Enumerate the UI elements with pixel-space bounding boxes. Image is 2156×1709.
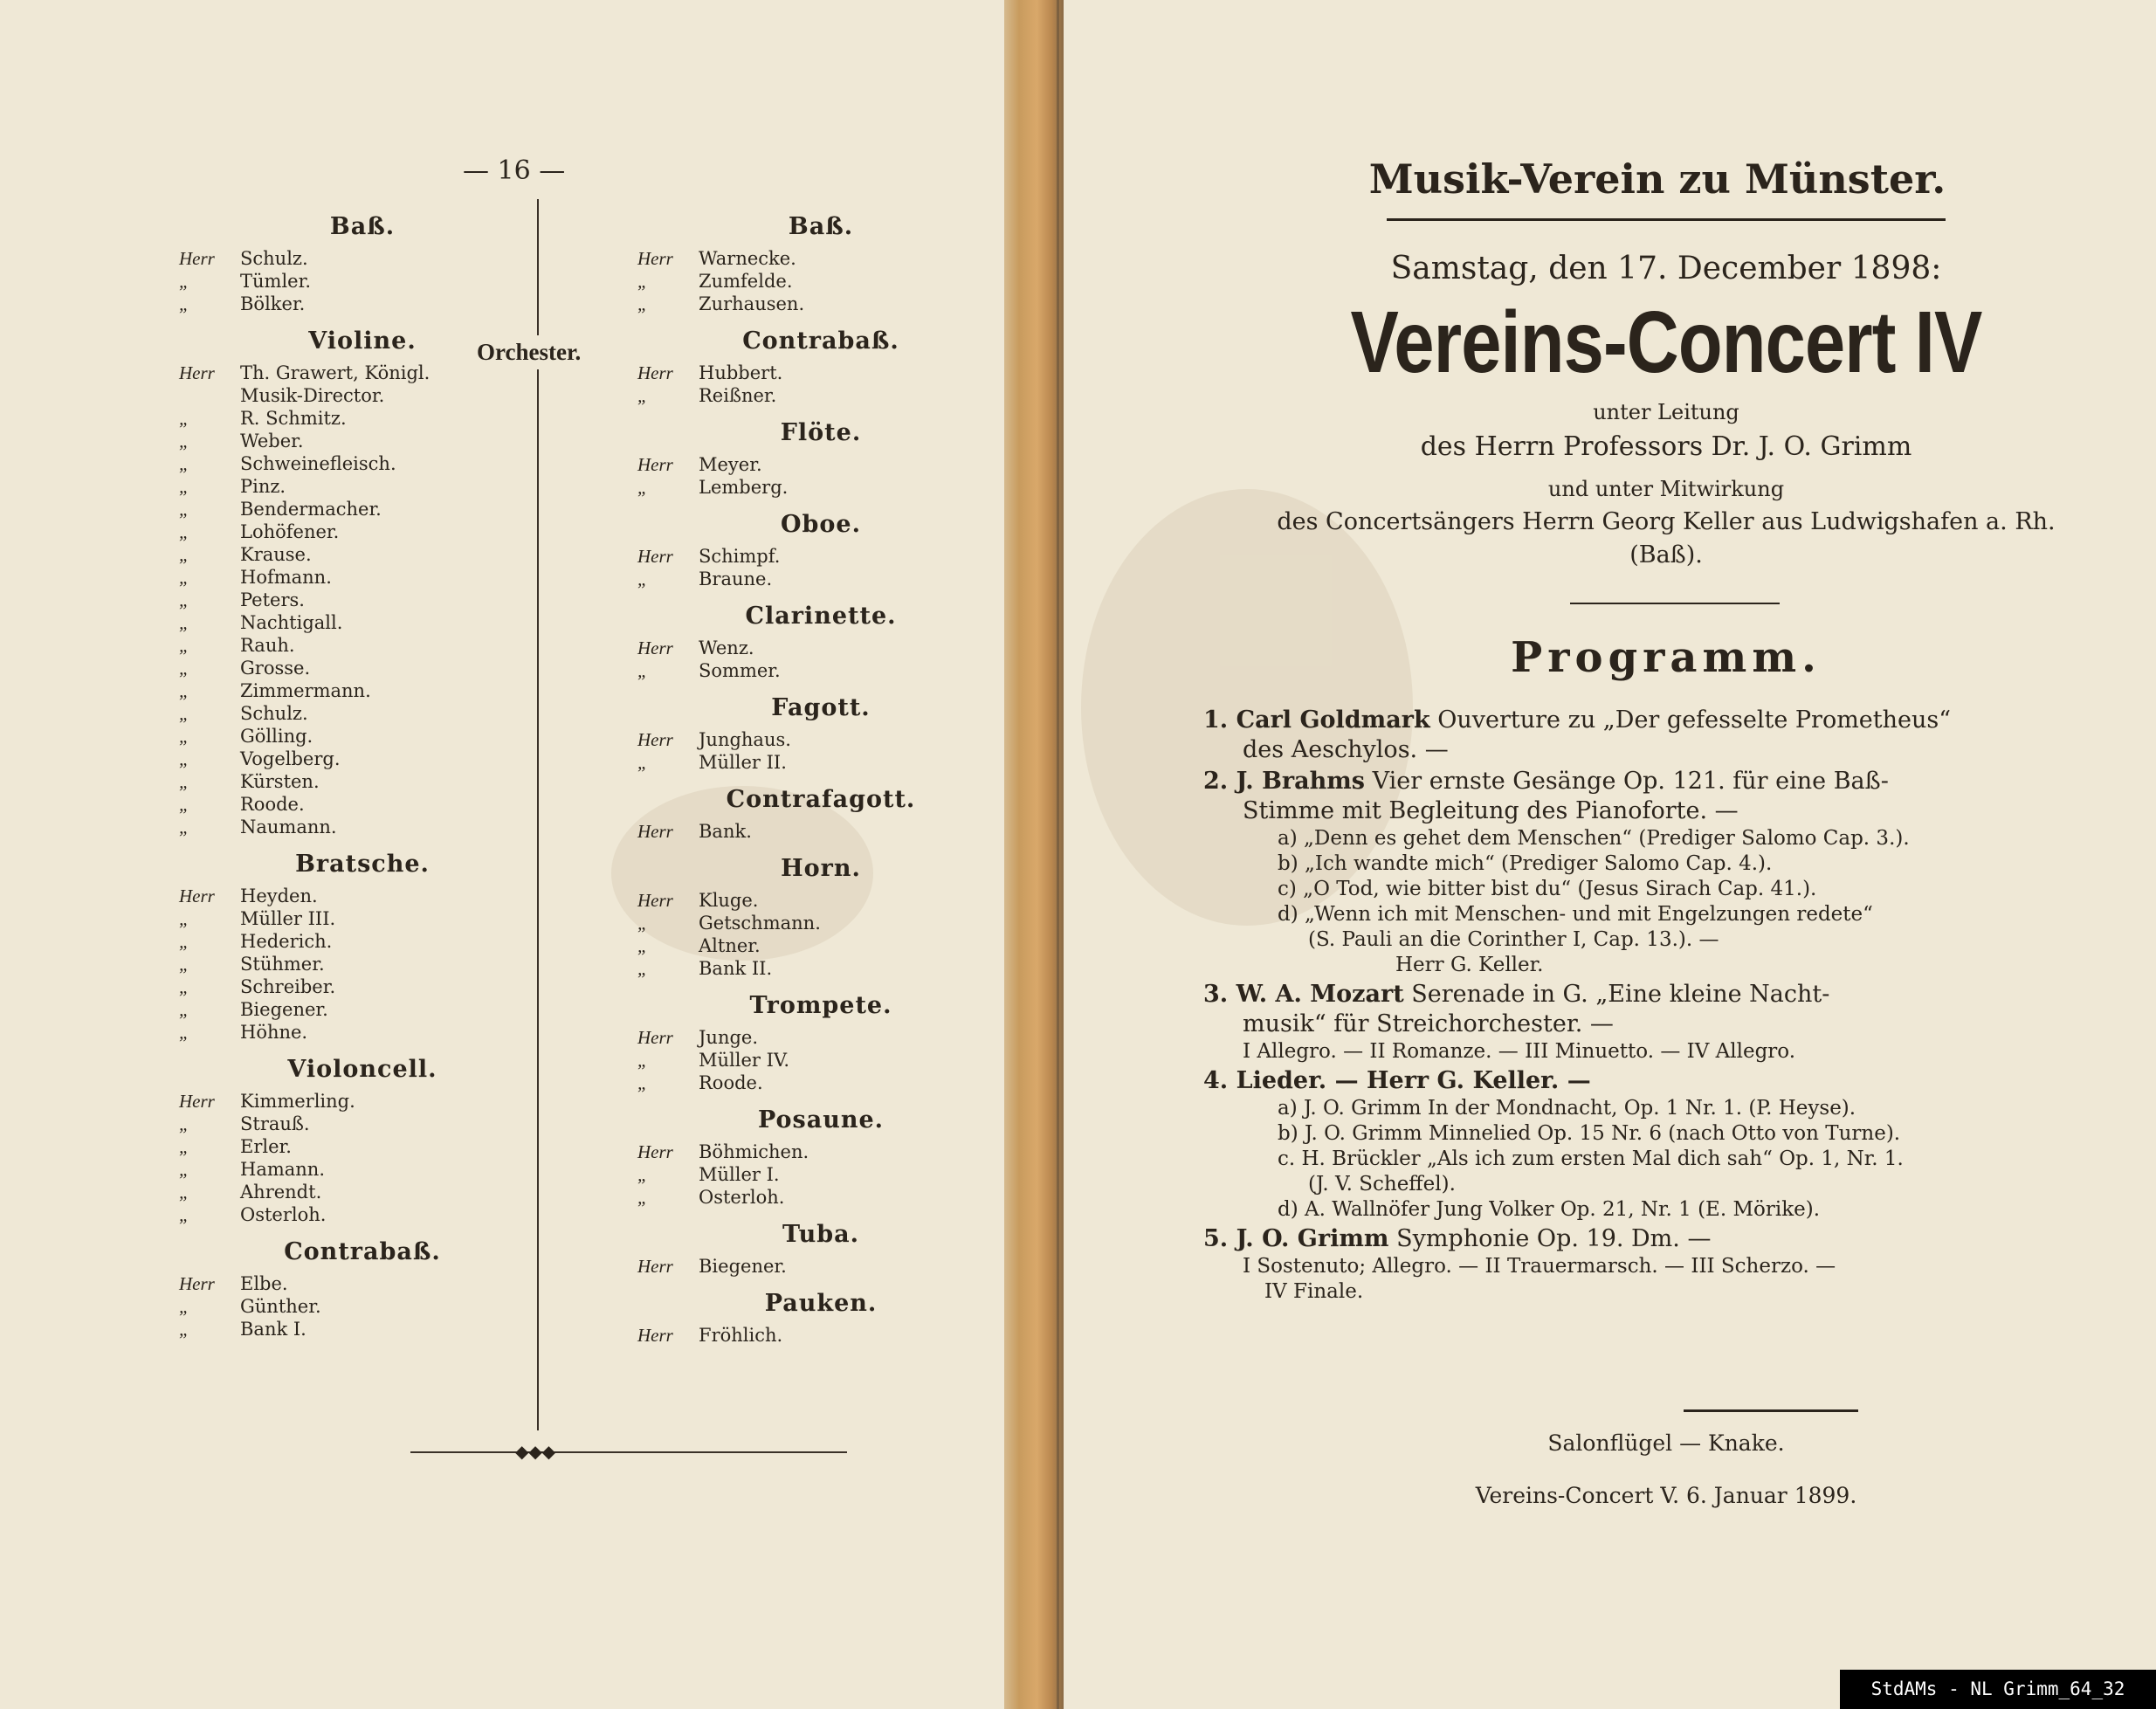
member-prefix: „ (179, 817, 189, 837)
member-prefix: Herr (179, 362, 215, 383)
member-prefix: „ (179, 726, 189, 747)
member-name: Schimpf. (699, 546, 781, 567)
member-name: Junghaus. (699, 729, 791, 750)
section-title: Horn. (781, 855, 861, 882)
member-name: Bölker. (240, 293, 306, 314)
member-row (179, 975, 546, 998)
member-prefix: „ (637, 271, 648, 292)
orchestra-label: Orchester. (472, 335, 586, 369)
member-name: Kluge. (699, 890, 759, 911)
member-name: Strauß. (240, 1113, 310, 1134)
member-row (179, 452, 546, 475)
member-row (637, 728, 1004, 751)
archive-label: StdAMs - NL Grimm_64_32 (1840, 1670, 2156, 1709)
work-title: Symphonie Op. 19. Dm. — (1388, 1225, 1712, 1252)
member-row (179, 247, 546, 270)
song-a: a) „Denn es gehet dem Menschen“ (Prediger Salomo Cap. 3.). (1278, 827, 1910, 850)
movements: I Allegro. — II Romanze. — III Minuetto. — IV Allegro. (1243, 1040, 1796, 1063)
member-prefix: „ (179, 271, 189, 292)
member-name: Wenz. (699, 637, 754, 658)
page-number: — 16 — (463, 155, 566, 186)
member-prefix: „ (179, 453, 189, 474)
member-row (179, 1158, 546, 1181)
member-row (637, 659, 1004, 682)
composer: 1. Carl Goldmark (1203, 706, 1430, 734)
member-name: Zimmermann. (240, 680, 371, 701)
member-prefix: Herr (637, 1325, 673, 1346)
song-d-cont: (S. Pauli an die Corinther I, Cap. 13.). — (1308, 928, 1719, 951)
member-prefix: „ (179, 680, 189, 701)
program-list (1203, 706, 2146, 1306)
member-row (179, 953, 546, 975)
member-prefix: „ (179, 748, 189, 769)
member-name: Warnecke. (699, 248, 796, 269)
member-row (179, 679, 546, 702)
next-concert: Vereins-Concert V. 6. Januar 1899. (1475, 1483, 1857, 1508)
member-row (637, 934, 1004, 957)
member-row (179, 748, 546, 770)
member-prefix: „ (637, 752, 648, 773)
member-name: Schulz. (240, 703, 308, 724)
member-prefix: „ (637, 1050, 648, 1071)
member-name: Bank I. (240, 1319, 307, 1340)
member-row (179, 657, 546, 679)
member-row (637, 1163, 1004, 1186)
member-prefix: „ (637, 569, 648, 589)
member-name: Altner. (699, 935, 761, 956)
member-name: Pinz. (240, 476, 286, 497)
member-row (179, 1272, 546, 1295)
member-row (179, 770, 546, 793)
member-prefix: Herr (179, 1273, 215, 1294)
member-row (637, 568, 1004, 590)
member-prefix: „ (179, 612, 189, 633)
ornament: ◆◆◆ (515, 1441, 556, 1462)
section-title: Fagott. (771, 694, 871, 721)
member-row (637, 362, 1004, 384)
under-direction: unter Leitung (1593, 400, 1739, 424)
member-row (637, 1072, 1004, 1094)
member-prefix: „ (637, 913, 648, 934)
member-name: Roode. (699, 1072, 763, 1093)
member-name: Gölling. (240, 726, 313, 747)
member-prefix: „ (179, 703, 189, 724)
member-name: Junge. (699, 1027, 759, 1048)
with-participation: und unter Mitwirkung (1547, 477, 1785, 501)
member-name: Biegener. (699, 1256, 787, 1277)
member-prefix: Herr (637, 729, 673, 750)
member-name: Meyer. (699, 454, 762, 475)
member-name: Tümler. (240, 271, 311, 292)
member-row (637, 545, 1004, 568)
member-name: Stühmer. (240, 954, 325, 975)
conductor: des Herrn Professors Dr. J. O. Grimm (1420, 431, 1912, 462)
member-row (179, 475, 546, 498)
member-row (637, 293, 1004, 315)
member-prefix (179, 384, 240, 407)
member-name: Schreiber. (240, 976, 336, 997)
soloist: des Concertsängers Herrn Georg Keller aus Ludwigshafen a. Rh. (1277, 508, 2056, 535)
member-prefix: „ (637, 293, 648, 314)
soloist-voice: (Baß). (1629, 541, 1703, 569)
member-prefix: Herr (637, 821, 673, 842)
member-name: Elbe. (240, 1273, 288, 1294)
section-title: Violine. (308, 327, 417, 355)
member-prefix: „ (179, 1159, 189, 1180)
member-row (637, 384, 1004, 407)
member-name: Böhmichen. (699, 1141, 809, 1162)
member-name: Sommer. (699, 660, 781, 681)
member-prefix: „ (179, 794, 189, 815)
member-prefix: „ (179, 1022, 189, 1043)
section-title: Clarinette. (745, 603, 897, 630)
member-row (179, 611, 546, 634)
section-title: Trompete. (749, 992, 892, 1019)
member-prefix: Herr (637, 362, 673, 383)
title-rule (1387, 218, 1946, 221)
lied-c-cont: (J. V. Scheffel). (1308, 1173, 1456, 1196)
section-title: Contrabaß. (742, 327, 899, 355)
member-name: Hamann. (240, 1159, 325, 1180)
member-row (179, 1090, 546, 1113)
work-title: Serenade in G. „Eine kleine Nacht- (1403, 981, 1830, 1008)
member-row (179, 498, 546, 520)
member-row (179, 1318, 546, 1340)
member-name: Getschmann. (699, 913, 821, 934)
member-name: Bank II. (699, 958, 773, 979)
performer: Herr G. Keller. (1395, 954, 1544, 976)
member-row (637, 751, 1004, 774)
member-row (179, 1113, 546, 1135)
member-name: Osterloh. (699, 1187, 785, 1208)
member-prefix: Herr (637, 890, 673, 911)
section-title: Oboe. (781, 511, 861, 538)
member-row (637, 1026, 1004, 1049)
concert-date: Samstag, den 17. December 1898: (1390, 251, 1942, 286)
member-prefix: „ (637, 1072, 648, 1093)
member-prefix: „ (179, 976, 189, 997)
member-prefix: Herr (637, 1141, 673, 1162)
section-title: Posaune. (757, 1106, 885, 1134)
work-title-cont: Stimme mit Begleitung des Pianoforte. — (1243, 797, 1739, 824)
lied-a: a) J. O. Grimm In der Mondnacht, Op. 1 Nr. 1. (P. Heyse). (1278, 1097, 1856, 1120)
lied-c: c. H. Brückler „Als ich zum ersten Mal dich sah“ Op. 1, Nr. 1. (1278, 1147, 1904, 1170)
composer: 2. J. Brahms (1203, 768, 1366, 795)
program-item-2 (1203, 767, 2146, 978)
member-prefix: „ (179, 658, 189, 679)
member-name: Hofmann. (240, 567, 332, 588)
member-name: Kürsten. (240, 771, 320, 792)
member-prefix: „ (179, 567, 189, 588)
society-title: Musik-Verein zu Münster. (1368, 155, 1946, 203)
composer: 3. W. A. Mozart (1203, 981, 1404, 1008)
member-prefix: „ (179, 293, 189, 314)
member-row (179, 293, 546, 315)
member-prefix: „ (637, 1187, 648, 1208)
member-prefix: „ (179, 544, 189, 565)
section-title: Violoncell. (287, 1056, 437, 1083)
member-prefix: „ (179, 589, 189, 610)
member-prefix: Herr (637, 1027, 673, 1048)
member-prefix: Herr (179, 886, 215, 906)
member-row (637, 270, 1004, 293)
member-row (637, 820, 1004, 843)
member-prefix: „ (179, 476, 189, 497)
member-prefix: „ (179, 931, 189, 952)
member-prefix: Herr (637, 248, 673, 269)
member-prefix: „ (179, 999, 189, 1020)
member-name: Biegener. (240, 999, 328, 1020)
member-row (637, 1255, 1004, 1278)
member-row (179, 407, 546, 430)
member-prefix: „ (179, 1182, 189, 1203)
member-row (179, 1021, 546, 1044)
member-name: Rauh. (240, 635, 295, 656)
member-name: Reißner. (699, 385, 777, 406)
member-name: Schulz. (240, 248, 308, 269)
member-prefix: „ (179, 1296, 189, 1317)
member-name: Krause. (240, 544, 312, 565)
program-item-5 (1203, 1224, 2146, 1305)
member-row (637, 1049, 1004, 1072)
member-name: Osterloh. (240, 1204, 327, 1225)
piano-note: Salonflügel — Knake. (1547, 1430, 1785, 1456)
member-row (179, 384, 546, 407)
member-row (637, 637, 1004, 659)
member-name: Hederich. (240, 931, 333, 952)
member-row (179, 634, 546, 657)
work-title: Vier ernste Gesänge Op. 121. für eine Baß- (1365, 768, 1889, 795)
member-name: Günther. (240, 1296, 321, 1317)
bottom-rule (410, 1451, 847, 1453)
work-title-cont: musik“ für Streichorchester. — (1243, 1010, 1614, 1037)
member-name: Braune. (699, 569, 773, 589)
member-name: Müller IV. (699, 1050, 790, 1071)
left-page (0, 0, 1004, 1709)
song-d: d) „Wenn ich mit Menschen- und mit Engelzungen redete“ (1278, 903, 1873, 926)
movements-cont: IV Finale. (1264, 1280, 1364, 1303)
song-b: b) „Ich wandte mich“ (Prediger Salomo Cap. 4.). (1278, 852, 1773, 875)
member-row (637, 1324, 1004, 1347)
section-title: Tuba. (782, 1221, 860, 1248)
member-prefix: Herr (637, 1256, 673, 1277)
member-prefix: „ (637, 477, 648, 498)
song-c: c) „O Tod, wie bitter bist du“ (Jesus Sirach Cap. 41.). (1278, 878, 1817, 900)
member-row (179, 430, 546, 452)
member-row (179, 1181, 546, 1203)
member-name: R. Schmitz. (240, 408, 347, 429)
member-row (637, 1140, 1004, 1163)
section-title: Contrafagott. (726, 786, 916, 813)
member-row (637, 1186, 1004, 1209)
member-row (179, 543, 546, 566)
work-title: Ouverture zu „Der gefesselte Prometheus“ (1429, 706, 1952, 734)
member-name: Th. Grawert, Königl. (240, 362, 431, 383)
member-prefix: „ (179, 635, 189, 656)
section-title: Contrabaß. (284, 1238, 441, 1265)
book-gutter (1004, 0, 1064, 1709)
composer: 5. J. O. Grimm (1203, 1225, 1389, 1252)
member-prefix: „ (637, 958, 648, 979)
member-prefix: „ (179, 771, 189, 792)
member-prefix: „ (637, 385, 648, 406)
divider-ornament (1570, 603, 1780, 604)
member-name: Ahrendt. (240, 1182, 322, 1203)
member-name: Musik-Director. (240, 385, 385, 406)
member-name: Roode. (240, 794, 305, 815)
lied-d: d) A. Wallnöfer Jung Volker Op. 21, Nr. 1 (E. Mörike). (1278, 1198, 1821, 1221)
section-title: Baß. (788, 213, 854, 240)
right-page (1064, 0, 2156, 1709)
lieder-title: 4. Lieder. — Herr G. Keller. — (1203, 1067, 1591, 1094)
member-name: Bank. (699, 821, 752, 842)
member-name: Lemberg. (699, 477, 789, 498)
member-prefix: Herr (637, 546, 673, 567)
member-name: Müller II. (699, 752, 787, 773)
section-title: Bratsche. (295, 851, 430, 878)
member-name: Grosse. (240, 658, 311, 679)
member-prefix: „ (179, 908, 189, 929)
member-row (179, 816, 546, 838)
member-prefix: „ (637, 1164, 648, 1185)
member-prefix: „ (179, 1319, 189, 1340)
member-name: Heyden. (240, 886, 318, 906)
member-name: Hubbert. (699, 362, 783, 383)
gutter-shadow (1057, 0, 1059, 1709)
member-prefix: „ (179, 1113, 189, 1134)
member-row (179, 885, 546, 907)
member-prefix: „ (637, 935, 648, 956)
member-name: Lohöfener. (240, 521, 340, 542)
member-row (179, 566, 546, 589)
member-row (179, 702, 546, 725)
member-row (179, 270, 546, 293)
member-prefix: „ (179, 1204, 189, 1225)
member-row (637, 912, 1004, 934)
member-name: Weber. (240, 431, 304, 451)
member-row (179, 998, 546, 1021)
member-prefix: Herr (637, 454, 673, 475)
orchestra-left-column (179, 201, 546, 1340)
member-prefix: Herr (179, 1091, 215, 1112)
member-name: Schweinefleisch. (240, 453, 396, 474)
program-heading: Programm. (1511, 633, 1822, 682)
member-row (637, 453, 1004, 476)
member-name: Zurhausen. (699, 293, 805, 314)
member-name: Erler. (240, 1136, 292, 1157)
member-name: Bendermacher. (240, 499, 382, 520)
member-row (637, 957, 1004, 980)
member-row (637, 247, 1004, 270)
member-prefix: Herr (179, 248, 215, 269)
member-row (179, 520, 546, 543)
member-name: Zumfelde. (699, 271, 793, 292)
member-name: Kimmerling. (240, 1091, 355, 1112)
member-row (179, 907, 546, 930)
member-name: Müller I. (699, 1164, 780, 1185)
member-row (179, 362, 546, 384)
member-row (637, 889, 1004, 912)
member-row (179, 725, 546, 748)
lied-b: b) J. O. Grimm Minnelied Op. 15 Nr. 6 (nach Otto von Turne). (1278, 1122, 1901, 1145)
concert-title: Vereins-Concert IV (1350, 293, 1982, 391)
member-row (179, 1135, 546, 1158)
member-prefix: „ (179, 1136, 189, 1157)
orchestra-right-column (637, 201, 1004, 1347)
member-name: Höhne. (240, 1022, 308, 1043)
program-item-3 (1203, 980, 2146, 1065)
member-row (637, 476, 1004, 499)
member-prefix: „ (179, 954, 189, 975)
member-row (179, 1295, 546, 1318)
member-row (179, 793, 546, 816)
member-name: Naumann. (240, 817, 337, 837)
member-prefix: „ (179, 431, 189, 451)
member-row (179, 1203, 546, 1226)
member-prefix: Herr (637, 637, 673, 658)
member-prefix: „ (637, 660, 648, 681)
program-item-4 (1203, 1066, 2146, 1223)
movements: I Sostenuto; Allegro. — II Trauermarsch. — III Scherzo. — (1243, 1255, 1836, 1278)
member-name: Peters. (240, 589, 305, 610)
section-title: Flöte. (780, 419, 862, 446)
member-prefix: „ (179, 499, 189, 520)
work-title-cont: des Aeschylos. — (1243, 736, 1449, 763)
member-name: Vogelberg. (240, 748, 341, 769)
footer-rule (1684, 1409, 1858, 1412)
member-prefix: „ (179, 521, 189, 542)
section-title: Pauken. (764, 1290, 878, 1317)
member-name: Müller III. (240, 908, 336, 929)
section-title: Baß. (329, 213, 396, 240)
member-name: Nachtigall. (240, 612, 343, 633)
member-name: Fröhlich. (699, 1325, 783, 1346)
program-item-1 (1203, 706, 2146, 765)
member-row (179, 930, 546, 953)
member-prefix: „ (179, 408, 189, 429)
member-row (179, 589, 546, 611)
